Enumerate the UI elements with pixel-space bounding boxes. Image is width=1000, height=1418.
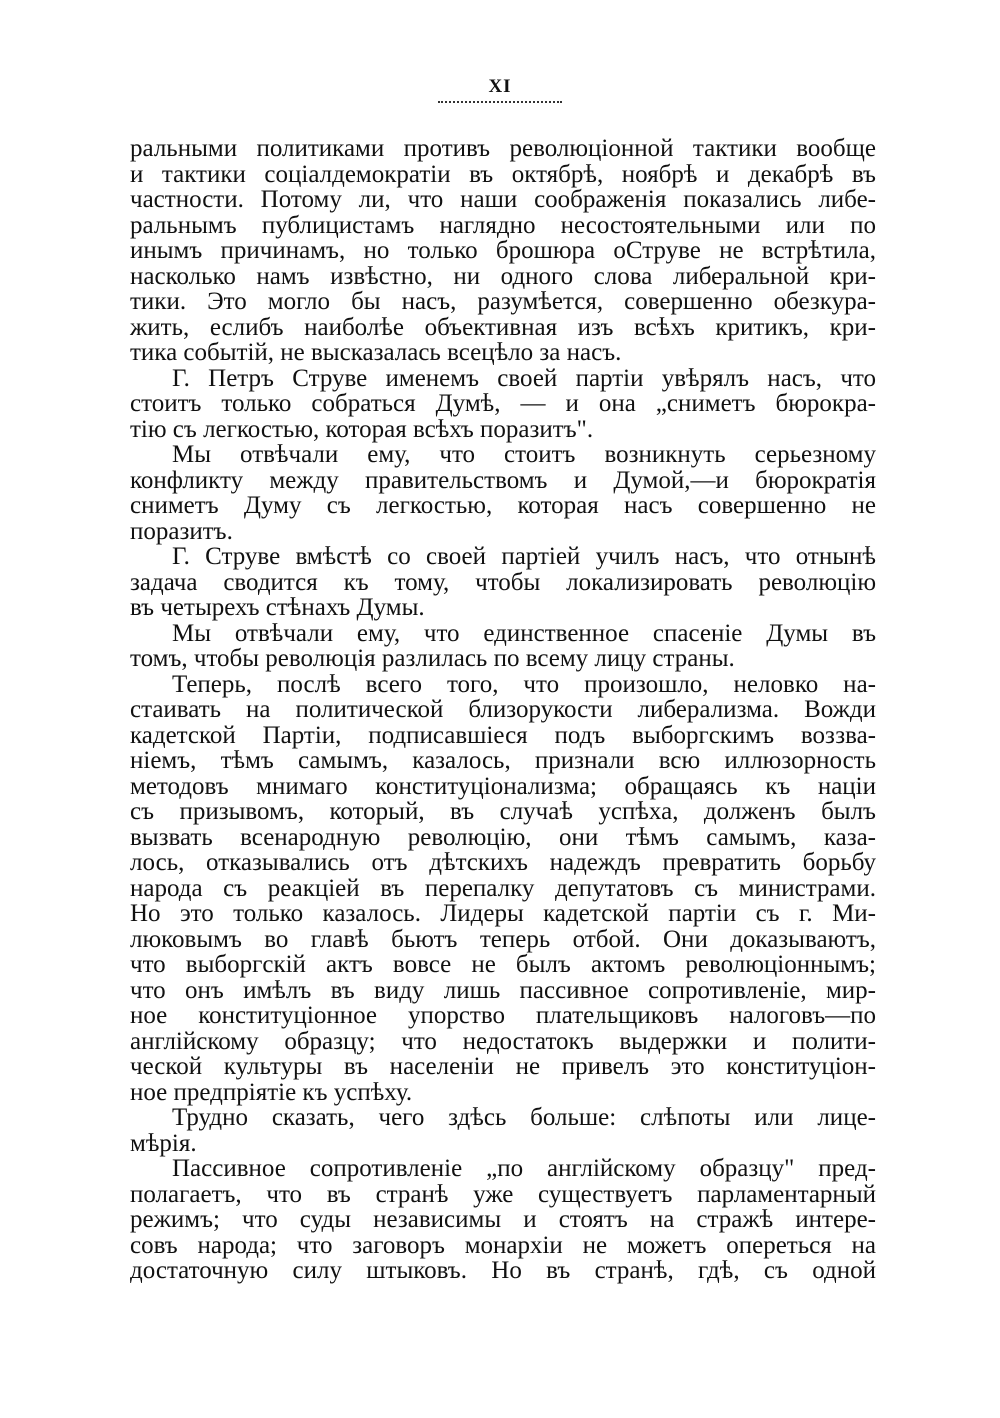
text-line: съ призывомъ, который, въ случаѣ успѣха, долженъ былъ — [130, 798, 876, 825]
text-line: поразитъ. — [130, 517, 233, 545]
text-line: жить, еслибъ наиболѣе объективная изъ всѣхъ критикъ, кри- — [130, 313, 876, 341]
text-line: Г. Петръ Струве именемъ своей партіи увѣрялъ насъ, что — [172, 364, 876, 392]
text-line: ніемъ, тѣмъ самымъ, казалось, признали всю иллюзорность — [130, 747, 876, 774]
text-line: томъ, чтобы революція разлилась по всему лицу страны. — [130, 645, 735, 672]
text-line: что онъ имѣлъ въ виду лишь пассивное сопротивленіе, мир- — [130, 976, 876, 1004]
text-line: ное предпріятіе къ успѣху. — [130, 1078, 413, 1106]
text-line: режимъ; что суды независимы и стоятъ на стражѣ интере- — [130, 1206, 876, 1233]
text-line: ческой культуры въ населеніи не привелъ это конституціон- — [130, 1053, 876, 1080]
text-line: кадетской Партіи, подписавшіеся подъ выборгскимъ воззва- — [130, 721, 876, 749]
text-line: методовъ мнимаго конституціонализма; обращаясь къ націи — [130, 772, 876, 800]
body-text — [130, 136, 876, 1284]
text-line: и тактики соціалдемократіи въ октябрѣ, ноябрѣ и декабрѣ въ — [130, 160, 876, 188]
text-line: насколько намъ извѣстно, ни одного слова либеральной кри- — [130, 262, 876, 290]
text-line: ное конституціонное упорство плательщиковъ налоговъ—по — [130, 1002, 876, 1029]
text-line: народа съ реакціей въ перепалку депутатовъ съ министрами. — [130, 874, 876, 902]
text-line: тію съ легкостью, которая всѣхъ поразитъ". — [130, 415, 594, 443]
text-line: Пассивное сопротивленіе „по англійскому образцу" пред- — [172, 1155, 876, 1182]
text-line: инымъ причинамъ, но только брошюра оСтруве не встрѣтила, — [130, 237, 876, 264]
text-line: англійскому образцу; что недостатокъ выдержки и полити- — [130, 1027, 876, 1055]
text-line: тика событій, не высказалась всецѣло за насъ. — [130, 339, 622, 366]
text-line: ральными политиками противъ революціонной тактики вообще — [130, 135, 876, 162]
text-line: задача сводится къ тому, чтобы локализировать революцію — [130, 568, 876, 596]
text-line: стаивать на политической близорукости либерализма. Вожди — [130, 696, 876, 723]
text-line: лось, отказывались отъ дѣтскихъ надеждъ превратить борьбу — [130, 849, 876, 876]
text-line: полагаетъ, что въ странѣ уже существуетъ парламентарный — [130, 1180, 876, 1208]
text-line: въ четырехъ стѣнахъ Думы. — [130, 594, 425, 621]
text-line: люковымъ во главѣ бьютъ теперь отбой. Они доказываютъ, — [130, 925, 876, 953]
text-line: Трудно сказать, чего здѣсь больше: слѣпоты или лице- — [172, 1104, 876, 1131]
text-line: мѣрія. — [130, 1129, 197, 1157]
text-line: достаточную силу штыковъ. Но въ странѣ, гдѣ, съ одной — [130, 1257, 876, 1284]
text-line: вызвать всенародную революцію, они тѣмъ самымъ, каза- — [130, 823, 876, 851]
text-line: Мы отвѣчали ему, что стоитъ возникнуть серьезному — [172, 441, 876, 468]
text-line: что выборгскій актъ вовсе не былъ актомъ революціоннымъ; — [130, 951, 876, 978]
text-line: Г. Струве вмѣстѣ со своей партіей училъ насъ, что отнынѣ — [172, 543, 876, 570]
header-rule — [438, 101, 562, 103]
text-line: сниметъ Думу съ легкостью, которая насъ совершенно не — [130, 492, 876, 519]
text-line: стоитъ только собраться Думѣ, — и она „сниметъ бюрокра- — [130, 390, 876, 417]
page-number: XI — [488, 76, 512, 97]
text-line: ральнымъ публицистамъ наглядно несостоятельными или по — [130, 211, 876, 239]
text-line: тики. Это могло бы насъ, разумѣется, совершенно обезкура- — [130, 288, 876, 315]
text-line: Теперь, послѣ всего того, что произошло, неловко на- — [172, 670, 876, 698]
text-line: совъ народа; что заговоръ монархіи не можетъ опереться на — [130, 1231, 876, 1259]
text-line: частности. Потому ли, что наши соображенія показались либе- — [130, 186, 876, 213]
text-line: Мы отвѣчали ему, что единственное спасеніе Думы въ — [172, 619, 876, 647]
text-line: Но это только казалось. Лидеры кадетской партіи съ г. Ми- — [130, 900, 876, 927]
text-line: конфликту между правительствомъ и Думой,—и бюрократія — [130, 466, 876, 494]
